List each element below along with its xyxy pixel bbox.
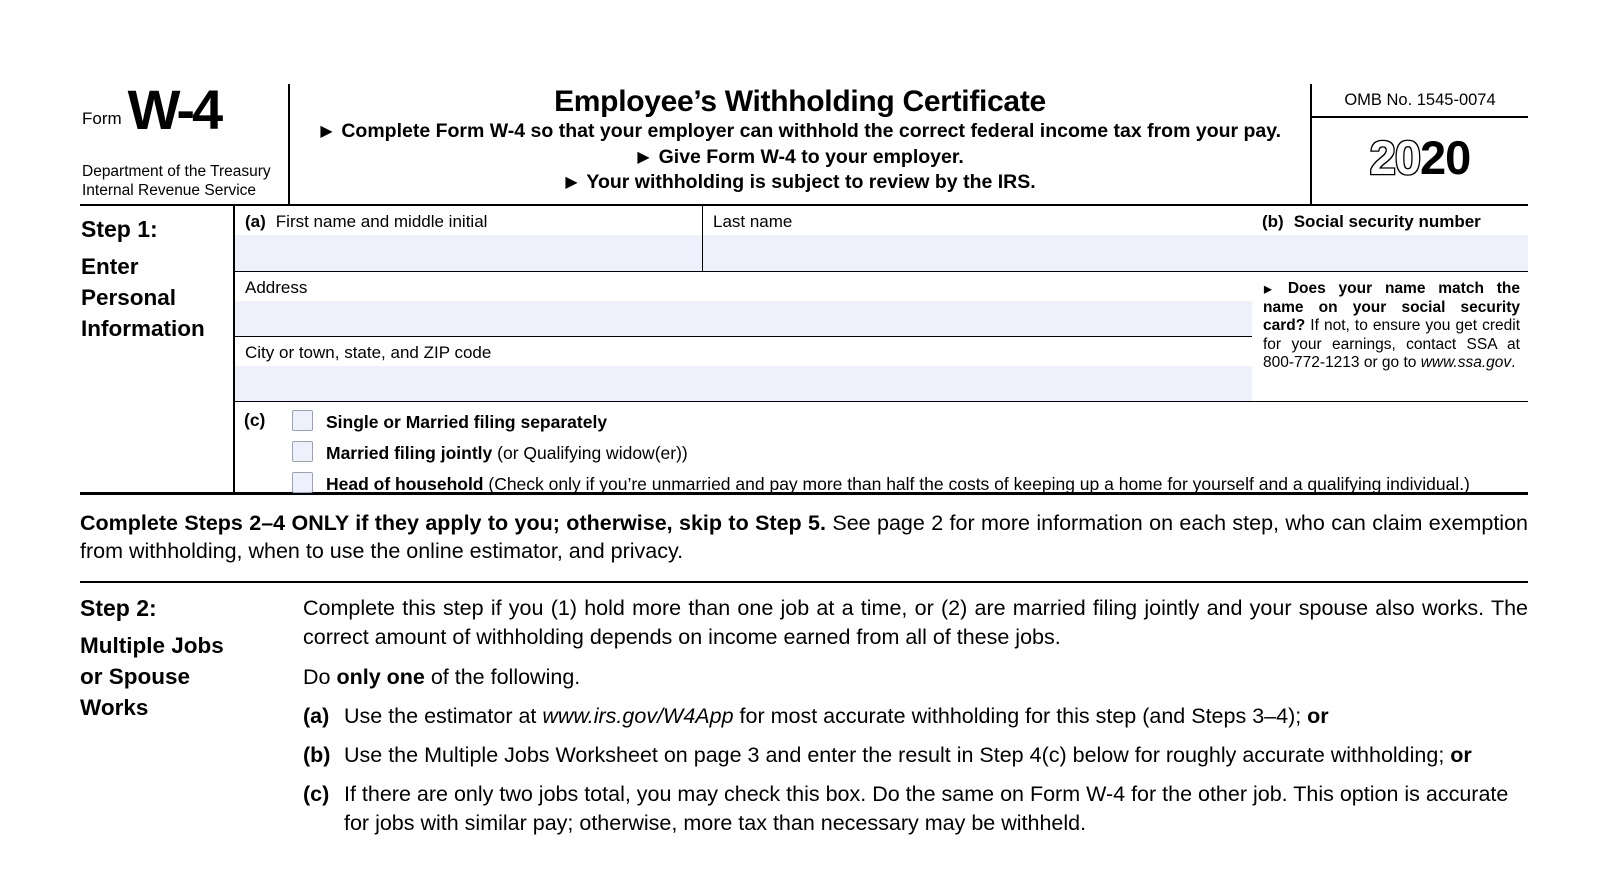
item-b-prefix: (b) [303, 743, 331, 767]
step2-label-column [80, 590, 303, 838]
arrow-icon: ▶ [565, 173, 578, 192]
last-name-cell [703, 206, 1252, 272]
form-year [1312, 130, 1528, 185]
omb-year-block [1310, 84, 1528, 204]
ssn-match-note: ▶ Does your name match the name on your social security card? If not, to ensure you get credit for your earnings, contact SSA at 800-772-1213 or go to www.ssa.gov. [1252, 272, 1528, 402]
step2-label: Step 2: [80, 595, 157, 621]
filing-option-head-of-household [292, 472, 1528, 495]
address-label: Address [245, 278, 308, 297]
agency-line-2: Internal Revenue Service [82, 182, 257, 199]
header-bullet-2: ▶ Give Form W-4 to your employer. [637, 145, 964, 168]
filing-option-single [292, 410, 1528, 433]
filing-option-label: Married filing jointly (or Qualifying widow(er)) [326, 442, 688, 463]
city-label: City or town, state, and ZIP code [245, 343, 492, 362]
arrow-icon: ▶ [637, 147, 650, 166]
item-a-prefix: (a) [303, 704, 330, 728]
form-word: Form [82, 108, 122, 128]
filing-option-married-jointly [292, 441, 1528, 464]
notice-bold: Complete Steps 2–4 ONLY if they apply to you; otherwise, skip to Step 5. [80, 511, 826, 535]
address-cell [235, 272, 1252, 337]
filing-option-label: Single or Married filing separately [326, 411, 608, 432]
agency-lines [82, 162, 280, 200]
omb-number: OMB No. 1545-0074 [1312, 84, 1528, 118]
single-checkbox[interactable] [292, 410, 313, 431]
page-title: Employee’s Withholding Certificate [554, 85, 1046, 118]
steps-2-4-notice [80, 510, 1528, 565]
step1-section [80, 206, 1528, 495]
step2-intro: Complete this step if you (1) hold more than one job at a time, or (2) are married filing jointly and your spouse also works. The correct amount of withholding depends on income earned from all of these jobs. [303, 596, 1528, 649]
ssn-note-regular: If not, to ensure you get credit for your earnings, contact SSA at 800-772-1213 or go to [1263, 317, 1520, 372]
filing-status-prefix: (c) [244, 410, 266, 430]
form-w4-page [0, 78, 1608, 888]
section-divider [80, 581, 1528, 583]
year-outline-part: 20 [1369, 131, 1420, 184]
header-bullet-1: ▶ Complete Form W-4 so that your employer can withhold the correct federal income tax from your pay. [320, 120, 1282, 142]
filing-option-label: Head of household (Check only if you’re unmarried and pay more than half the costs of keeping up a home for yourself and a qualifying individual.) [326, 473, 1470, 494]
step2-section [80, 590, 1528, 838]
head-of-household-checkbox[interactable] [292, 472, 313, 493]
first-name-label: (a) First name and middle initial [245, 212, 488, 231]
estimator-url: www.irs.gov/W4App [542, 704, 734, 728]
form-id-block [80, 78, 290, 204]
arrow-icon: ▶ [320, 122, 333, 141]
ssn-label: (b) Social security number [1262, 212, 1481, 231]
city-input[interactable] [235, 366, 1252, 401]
header-bullet-3: ▶ Your withholding is subject to review by the IRS. [565, 171, 1036, 194]
item-c-text: If there are only two jobs total, you may check this box. Do the same on Form W-4 for the other job. This option is accurate for jobs with similar pay; otherwise, more tax than necessary may be withheld. [344, 782, 1509, 835]
last-name-input[interactable] [703, 235, 1252, 271]
name-row [235, 206, 1252, 272]
item-b-text: Use the Multiple Jobs Worksheet on page 3 and enter the result in Step 4(c) below for roughly accurate withholding; or [344, 743, 1472, 767]
ssn-note-bold: Does your name match the name on your social security card? [1263, 280, 1520, 335]
arrow-icon: ▶ [1263, 282, 1273, 295]
form-header [80, 78, 1528, 206]
step1-label: Step 1: [81, 216, 158, 242]
city-cell [235, 337, 1252, 402]
first-name-input[interactable] [235, 235, 702, 271]
filing-status-row [235, 402, 1528, 492]
ssa-url: www.ssa.gov [1420, 354, 1512, 372]
form-number: W-4 [127, 78, 221, 141]
item-a-text: Use the estimator at www.irs.gov/W4App for most accurate withholding for this step (and Steps 3–4); or [344, 704, 1329, 728]
step2-title: Multiple Jobs or Spouse Works [80, 633, 224, 720]
ssn-cell [1252, 206, 1528, 272]
step2-body [303, 590, 1528, 838]
step2-item-c [303, 780, 1528, 838]
first-name-cell [235, 206, 703, 272]
item-c-prefix: (c) [303, 782, 330, 806]
married-jointly-checkbox[interactable] [292, 441, 313, 462]
step1-label-column [80, 206, 235, 492]
year-bold-part: 20 [1420, 131, 1471, 184]
step2-item-a [303, 702, 1528, 731]
last-name-label: Last name [713, 212, 793, 231]
ssn-input[interactable] [1252, 235, 1528, 271]
step2-item-b [303, 741, 1528, 770]
address-input[interactable] [235, 301, 1252, 336]
form-title-block [290, 84, 1310, 204]
agency-line-1: Department of the Treasury [82, 163, 271, 180]
step2-do-line: Do only one of the following. [303, 665, 581, 689]
step1-title: Enter Personal Information [81, 254, 205, 341]
notice-regular: See page 2 for more information on each step, who can claim exemption from withholding, when to use the online estimator, and privacy. [80, 511, 1529, 563]
